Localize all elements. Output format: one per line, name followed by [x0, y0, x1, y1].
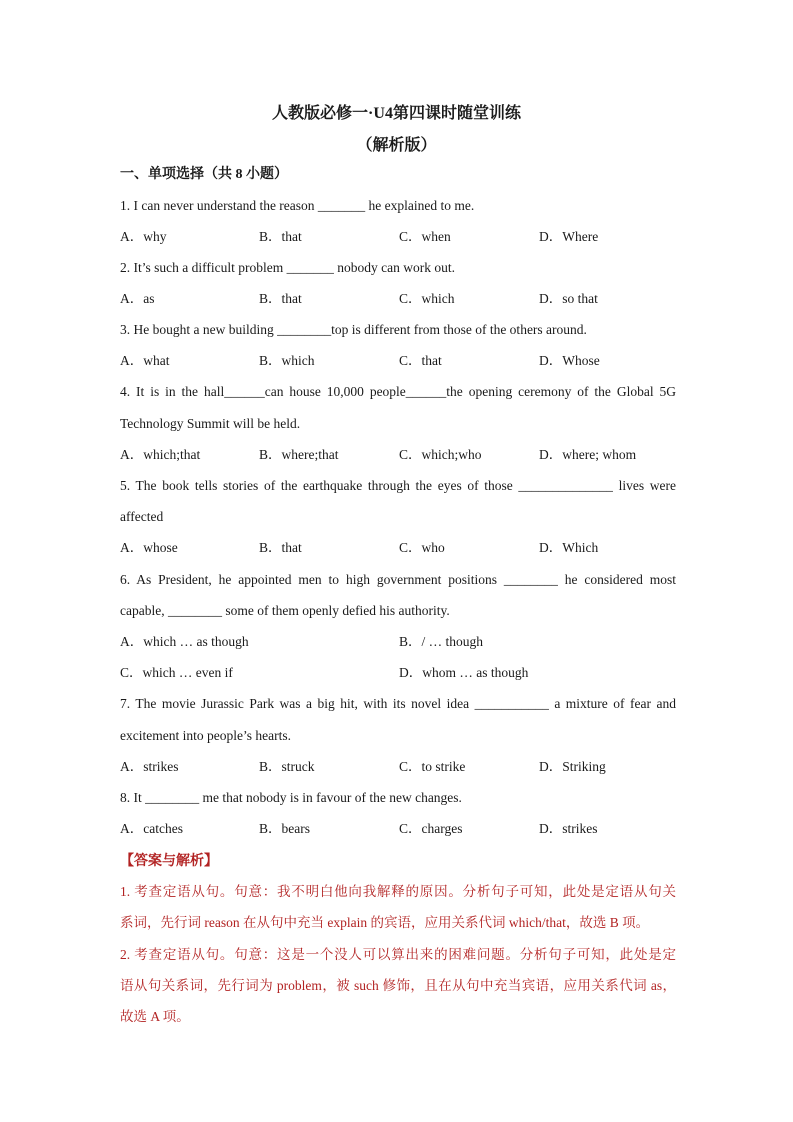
- question-1-text: 1. I can never understand the reason _______ he explained to me.: [120, 198, 475, 213]
- question-5-option-b: B．that: [259, 540, 302, 555]
- question-6-text-line-2: capable, ________ some of them openly defied his authority.: [120, 603, 450, 618]
- answer-2-line-1: 2. 考查定语从句。句意：这是一个没人可以算出来的困难问题。分析句子可知，此处是定: [120, 947, 676, 962]
- question-3-option-d: D．Whose: [539, 353, 600, 368]
- document-title: 人教版必修一·U4第四课时随堂训练: [272, 105, 521, 122]
- question-1-option-b: B．that: [259, 229, 302, 244]
- answer-heading: 【答案与解析】: [120, 854, 218, 869]
- question-7-option-b: B．struck: [259, 759, 315, 774]
- question-5-text-line-1: 5. The book tells stories of the earthquake through the eyes of those ______________ lives were: [120, 478, 676, 493]
- question-4-option-c: C．which;who: [399, 447, 482, 462]
- answer-1-line-1: 1. 考查定语从句。句意：我不明白他向我解释的原因。分析句子可知，此处是定语从句关: [120, 884, 676, 899]
- question-7-option-c: C．to strike: [399, 759, 466, 774]
- question-4-option-a: A．which;that: [120, 447, 201, 462]
- question-2-option-d: D．so that: [539, 291, 598, 306]
- question-2-text: 2. It’s such a difficult problem _______ nobody can work out.: [120, 260, 455, 275]
- question-7-text-line-1: 7. The movie Jurassic Park was a big hit, with its novel idea ___________ a mixture of fear and: [120, 696, 676, 711]
- question-2-option-b: B．that: [259, 291, 302, 306]
- question-6-text-line-1: 6. As President, he appointed men to high government positions ________ he considered most: [120, 572, 676, 587]
- document-subtitle: （解析版）: [356, 137, 437, 154]
- answer-2-line-3: 故选 A 项。: [120, 1009, 190, 1024]
- question-5-option-c: C．who: [399, 540, 445, 555]
- question-4-option-b: B．where;that: [259, 447, 339, 462]
- question-1-option-d: D．Where: [539, 229, 599, 244]
- question-3-option-c: C．that: [399, 353, 442, 368]
- question-3-option-b: B．which: [259, 353, 315, 368]
- question-4-text-line-2: Technology Summit will be held.: [120, 416, 301, 431]
- question-3-option-a: A．what: [120, 353, 170, 368]
- question-8-option-c: C．charges: [399, 821, 463, 836]
- question-7-text-line-2: excitement into people’s hearts.: [120, 728, 291, 743]
- question-8-option-a: A．catches: [120, 821, 183, 836]
- question-1-option-c: C．when: [399, 229, 451, 244]
- question-4-option-d: D．where; whom: [539, 447, 637, 462]
- question-5-text-line-2: affected: [120, 509, 164, 524]
- question-6-option-a: A．which … as though: [120, 634, 249, 649]
- question-6-option-d: D．whom … as though: [399, 665, 529, 680]
- question-5-option-a: A．whose: [120, 540, 178, 555]
- question-1-option-a: A．why: [120, 229, 167, 244]
- question-2-option-a: A．as: [120, 291, 155, 306]
- question-7-option-d: D．Striking: [539, 759, 606, 774]
- question-2-option-c: C．which: [399, 291, 455, 306]
- question-7-option-a: A．strikes: [120, 759, 179, 774]
- question-5-option-d: D．Which: [539, 540, 599, 555]
- section-heading: 一、单项选择（共 8 小题）: [120, 167, 288, 182]
- question-8-option-b: B．bears: [259, 821, 310, 836]
- question-8-option-d: D．strikes: [539, 821, 598, 836]
- question-3-text: 3. He bought a new building ________top is different from those of the others around.: [120, 322, 587, 337]
- answer-2-line-2: 语从句关系词，先行词为 problem，被 such 修饰，且在从句中充当宾语，应用关系代词 as，: [120, 978, 676, 993]
- question-8-text: 8. It ________ me that nobody is in favour of the new changes.: [120, 790, 462, 805]
- question-4-text-line-1: 4. It is in the hall______can house 10,000 people______the opening ceremony of the Global 5G: [120, 384, 676, 399]
- answer-1-line-2: 系词，先行词 reason 在从句中充当 explain 的宾语，应用关系代词 which/that，故选 B 项。: [120, 915, 650, 930]
- question-6-option-c: C．which … even if: [120, 665, 233, 680]
- question-6-option-b: B．/ … though: [399, 634, 484, 649]
